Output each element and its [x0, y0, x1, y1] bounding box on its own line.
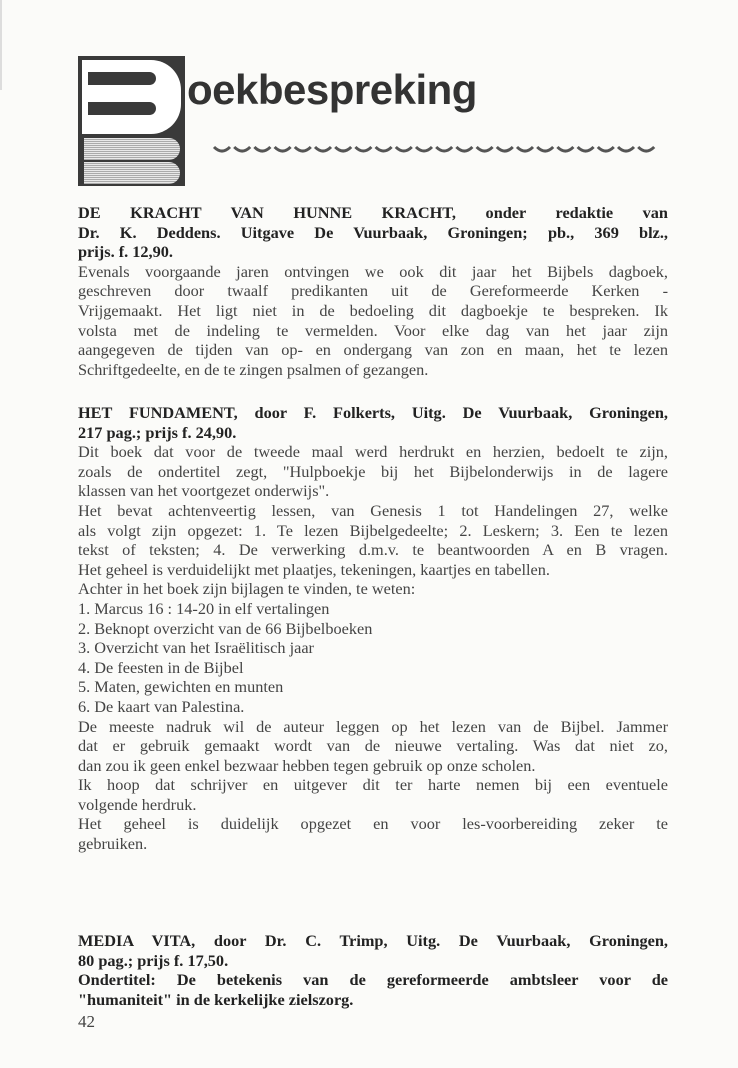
boekbespreking-logo-initial-b: [78, 56, 185, 186]
page-number: 42: [78, 1012, 95, 1031]
body-text-line: 1. Marcus 16 : 14-20 in elf vertalingen: [78, 598, 330, 618]
body-text-line: geschreven door twaalf predikanten uit de Gereformeerde Kerken -: [78, 281, 668, 301]
body-text-line: Evenals voorgaande jaren ontvingen we ook dit jaar het Bijbels dagboek,: [78, 261, 668, 281]
body-text-line: 2. Beknopt overzicht van de 66 Bijbelboeken: [78, 618, 373, 638]
review-section: [78, 931, 668, 1009]
body-text-line: aangegeven de tijden van op- en ondergang van zon en maan, het te lezen: [78, 340, 668, 360]
body-text-line: De meeste nadruk wil de auteur leggen op het lezen van de Bijbel. Jammer: [78, 716, 668, 736]
body-text-line: 6. De kaart van Palestina.: [78, 696, 245, 716]
body-text-line: dat er gebruik gemaakt wordt van de nieuwe vertaling. Was dat niet zo,: [78, 736, 668, 756]
body-text-line: dan zou ik geen enkel bezwaar hebben tegen gebruik op onze scholen.: [78, 755, 536, 775]
review-section: [78, 403, 668, 854]
review-heading-line: 217 pag.; prijs f. 24,90.: [78, 422, 237, 442]
review-heading-line: MEDIA VITA, door Dr. C. Trimp, Uitg. De Vuurbaak, Groningen,: [78, 931, 668, 950]
body-text-line: volgende herdruk.: [78, 794, 197, 814]
body-text-line: gebruiken.: [78, 834, 148, 854]
review-heading-line: Dr. K. Deddens. Uitgave De Vuurbaak, Groningen; pb., 369 blz.,: [78, 222, 668, 242]
review-section: [78, 203, 668, 379]
review-heading-line: 80 pag.; prijs f. 17,50.: [78, 950, 229, 970]
body-text-line: Het geheel is duidelijk opgezet en voor les-voorbereiding zeker te: [78, 814, 668, 834]
page-title: oekbespreking: [187, 66, 477, 113]
body-text-line: Achter in het boek zijn bijlagen te vinden, te weten:: [78, 579, 416, 599]
body-text-line: 5. Maten, gewichten en munten: [78, 677, 284, 697]
body-text-line: klassen van het voortgezet onderwijs".: [78, 481, 330, 501]
body-text-line: Dit boek dat voor de tweede maal werd herdrukt en herzien, bedoelt te zijn,: [78, 442, 668, 462]
body-text-line: Vrijgemaakt. Het ligt niet in de bedoeling dit dagboekje te bespreken. Ik: [78, 300, 668, 320]
body-text-line: als volgt zijn opgezet: 1. Te lezen Bijbelgedeelte; 2. Leskern; 3. Een te lezen: [78, 520, 668, 540]
body-text-line: Ik hoop dat schrijver en uitgever dit ter harte nemen bij een eventuele: [78, 775, 668, 795]
body-text-line: volsta met de indeling te vermelden. Voor elke dag van het jaar zijn: [78, 320, 668, 340]
review-heading-line: HET FUNDAMENT, door F. Folkerts, Uitg. De Vuurbaak, Groningen,: [78, 403, 668, 422]
body-text-line: Het bevat achtenveertig lessen, van Genesis 1 tot Handelingen 27, welke: [78, 500, 668, 520]
review-heading-line: "humaniteit" in de kerkelijke zielszorg.: [78, 989, 354, 1009]
body-text-line: 4. De feesten in de Bijbel: [78, 657, 244, 677]
wave-underline-decoration: [212, 144, 657, 156]
review-heading-line: DE KRACHT VAN HUNNE KRACHT, onder redaktie van: [78, 203, 668, 222]
review-heading-line: prijs. f. 12,90.: [78, 242, 173, 262]
body-text-line: 3. Overzicht van het Israëlitisch jaar: [78, 638, 314, 658]
scan-edge: [0, 0, 2, 90]
body-text-line: tekst of teksten; 4. De verwerking d.m.v. te beantwoorden A en B vragen.: [78, 540, 668, 560]
body-text-line: Het geheel is verduidelijkt met plaatjes, tekeningen, kaartjes en tabellen.: [78, 559, 550, 579]
body-text-line: Schriftgedeelte, en de te zingen psalmen of gezangen.: [78, 359, 429, 379]
body-text-line: zoals de ondertitel zegt, "Hulpboekje bij het Bijbelonderwijs in de lagere: [78, 461, 668, 481]
review-heading-line: Ondertitel: De betekenis van de gereformeerde ambtsleer voor de: [78, 970, 668, 990]
